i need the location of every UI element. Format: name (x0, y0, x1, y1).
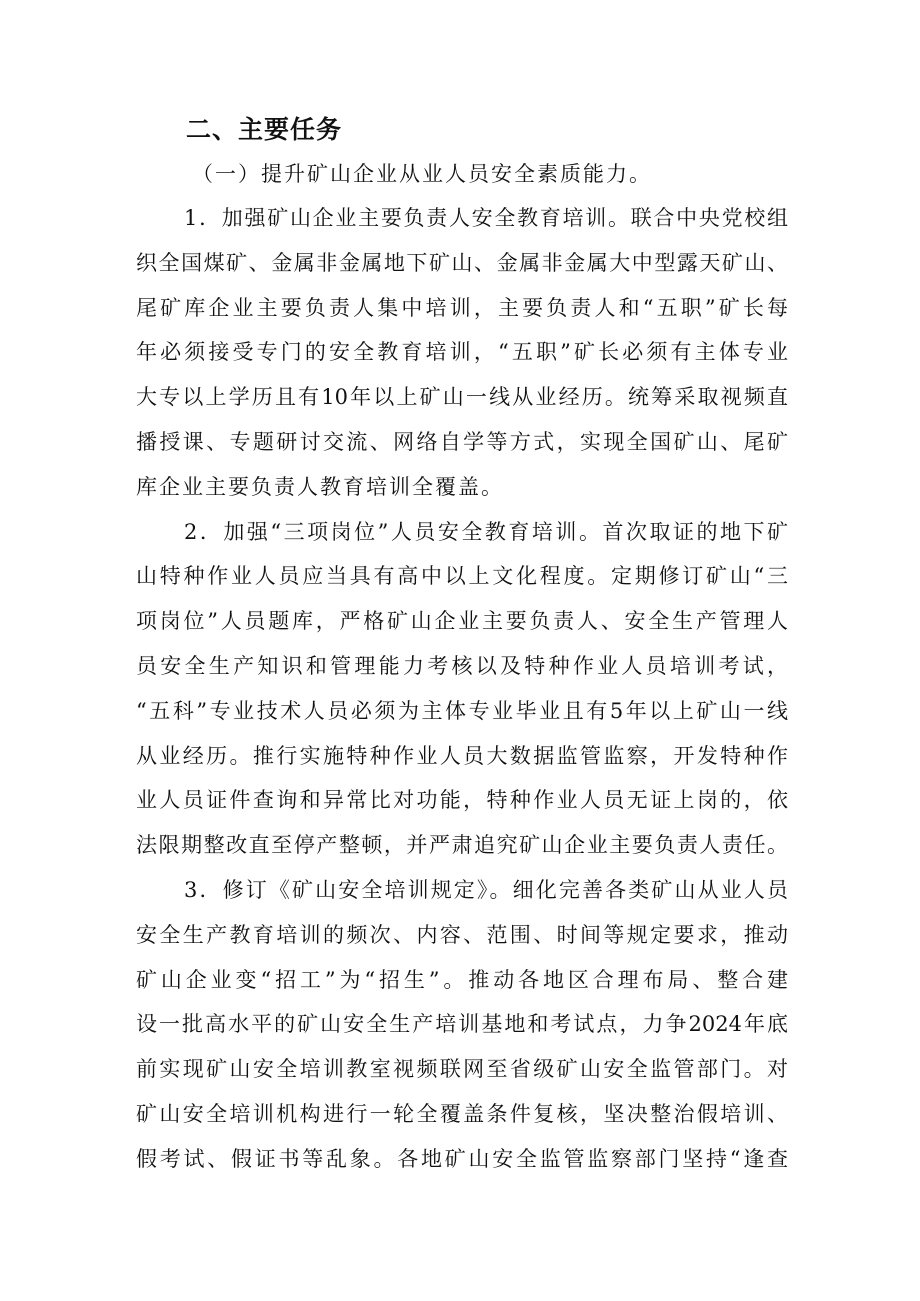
subsection-heading: （一）提升矿山企业从业人员安全素质能力。 (192, 162, 652, 186)
paragraph-line: 3．修订《矿山安全培训规定》。细化完善各类矿山从业人员 (184, 877, 788, 902)
paragraph-line: “五科”专业技术人员必须为主体专业毕业且有5年以上矿山一线 (136, 698, 788, 723)
paragraph-line: 矿山企业变“招工”为“招生”。推动各地区合理布局、整合建 (136, 967, 788, 992)
paragraph-2 (136, 510, 788, 868)
paragraph-line: 业人员证件查询和异常比对功能，特种作业人员无证上岗的，依 (136, 788, 788, 813)
section-heading: 二、主要任务 (186, 115, 343, 144)
paragraph-line: 尾矿库企业主要负责人集中培训，主要负责人和“五职”矿长每 (136, 295, 788, 320)
paragraph-line: 播授课、专题研讨交流、网络自学等方式，实现全国矿山、尾矿 (136, 429, 788, 454)
paragraph-line: 矿山安全培训机构进行一轮全覆盖条件复核，坚决整治假培训、 (136, 1101, 788, 1126)
paragraph-line: 前实现矿山安全培训教室视频联网至省级矿山安全监管部门。对 (136, 1057, 788, 1082)
paragraph-line: 从业经历。推行实施特种作业人员大数据监管监察，开发特种作 (136, 743, 788, 768)
paragraph-line: 大专以上学历且有10年以上矿山一线从业经历。统筹采取视频直 (136, 385, 788, 410)
paragraph-line: 年必须接受专门的安全教育培训，“五职”矿长必须有主体专业 (136, 340, 788, 365)
paragraph-line: 1．加强矿山企业主要负责人安全教育培训。联合中央党校组 (184, 206, 788, 230)
paragraph-1 (136, 196, 788, 510)
paragraph-line: 假考试、假证书等乱象。各地矿山安全监管监察部门坚持“逢查 (136, 1146, 788, 1171)
paragraph-line: 员安全生产知识和管理能力考核以及特种作业人员培训考试， (136, 653, 788, 678)
document-body (136, 108, 788, 1182)
paragraph-line: 山特种作业人员应当具有高中以上文化程度。定期修订矿山“三 (136, 564, 788, 589)
paragraph-line: 织全国煤矿、金属非金属地下矿山、金属非金属大中型露天矿山、 (136, 250, 788, 275)
paragraph-line: 项岗位”人员题库，严格矿山企业主要负责人、安全生产管理人 (136, 609, 788, 634)
paragraph-line: 设一批高水平的矿山安全生产培训基地和考试点，力争2024年底 (136, 1012, 788, 1037)
paragraph-line: 2．加强“三项岗位”人员安全教育培训。首次取证的地下矿 (184, 519, 788, 544)
paragraph-line: 安全生产教育培训的频次、内容、范围、时间等规定要求，推动 (136, 922, 788, 947)
paragraph-3 (136, 868, 788, 1182)
paragraph-line: 法限期整改直至停产整顿，并严肃追究矿山企业主要负责人责任。 (136, 833, 788, 858)
paragraph-line: 库企业主要负责人教育培训全覆盖。 (136, 474, 504, 499)
